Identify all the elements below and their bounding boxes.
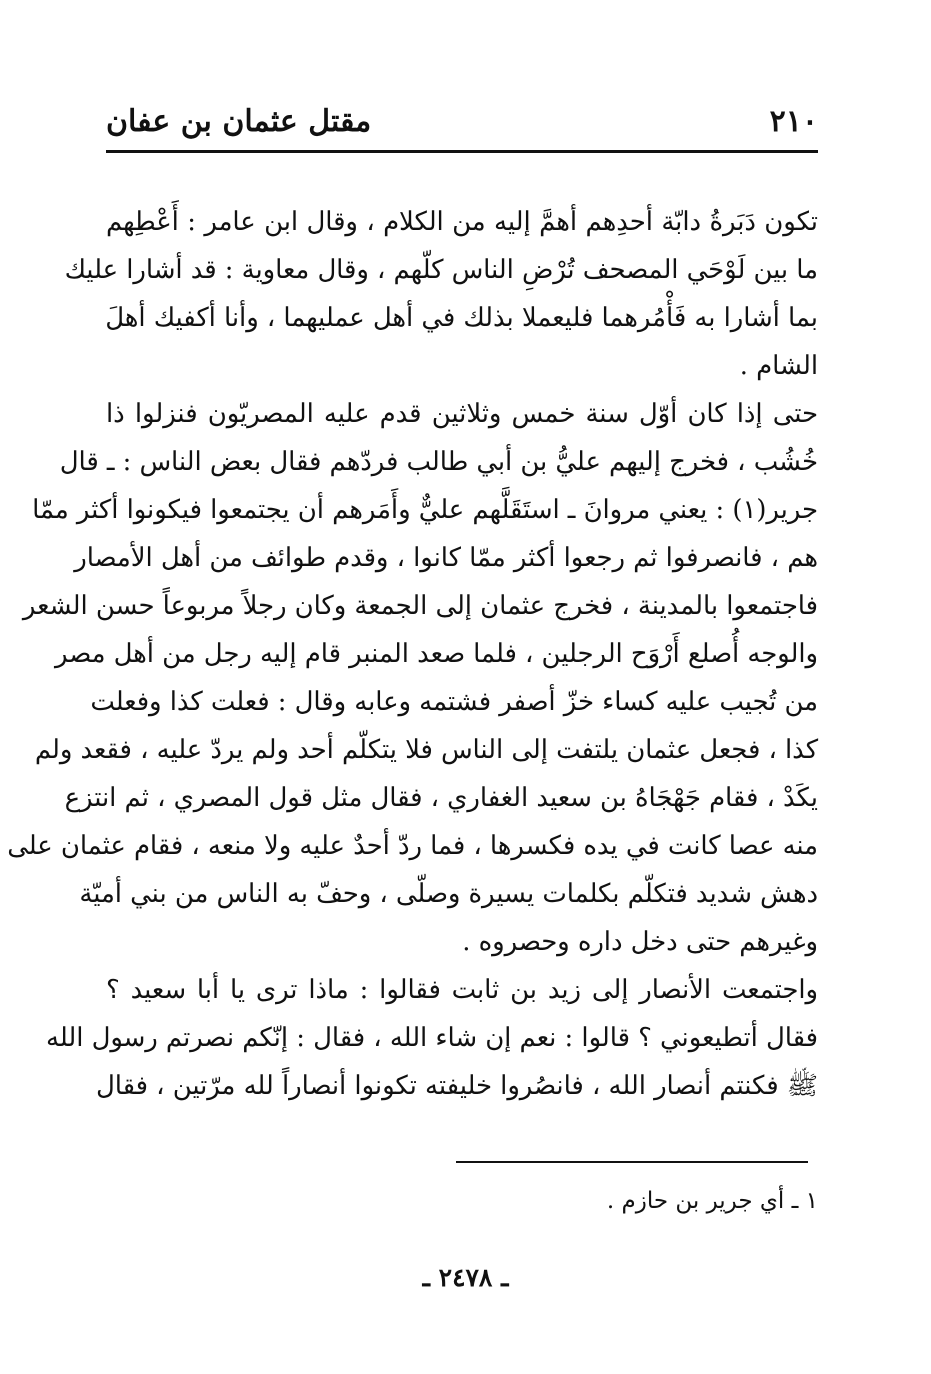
text-line: فاجتمعوا بالمدينة ، فخرج عثمان إلى الجمعة وكان رجلاً مربوعاً حسن الشعر: [22, 591, 818, 621]
text-line: حتى إذا كان أوّل سنة خمس وثلاثين قدم عليه المصريّون فنزلوا ذا: [106, 399, 818, 429]
text-line: ﷺ فكنتم أنصار الله ، فانصُروا خليفته تكونوا أنصاراً لله مرّتين ، فقال: [96, 1071, 818, 1101]
text-line: جرير(١) : يعني مروانَ ـ استَقَلَّهم عليٌّ وأَمَرهم أن يجتمعوا فيكونوا أكثر ممّا: [32, 495, 818, 525]
footnote: ١ ـ أي جرير بن حازم .: [606, 1188, 818, 1214]
text-line: ما بين لَوْحَي المصحف تُرْضِ الناس كلّهم ، وقال معاوية : قد أشارا عليك: [64, 255, 818, 285]
text-line: تكون دَبَرةُ دابّة أحدِهم أهمَّ إليه من الكلام ، وقال ابن عامر : أَعْطِهم: [106, 207, 818, 237]
text-line: وغيرهم حتى دخل داره وحصروه .: [462, 927, 818, 957]
text-line: بما أشارا به فَأْمُرهما فليعملا بذلك في أهل عمليهما ، وأنا أكفيك أهلَ: [105, 303, 818, 333]
text-line: دهش شديد فتكلّم بكلمات يسيرة وصلّى ، وحفّ به الناس من بني أميّة: [79, 879, 818, 909]
text-line: فقال أتطيعوني ؟ قالوا : نعم إن شاء الله ، فقال : إنّكم نصرتم رسول الله: [45, 1023, 818, 1053]
text-line: خُشُب ، فخرج إليهم عليُّ بن أبي طالب فردّهم فقال بعض الناس : ـ قال: [59, 447, 818, 477]
text-line: الشام .: [739, 351, 818, 381]
text-line: يكَدْ ، فقام جَهْجَاهُ بن سعيد الغفاري ، فقال مثل قول المصري ، ثم انتزع: [64, 783, 818, 813]
text-line: واجتمعت الأنصار إلى زيد بن ثابت فقالوا : ماذا ترى يا أبا سعيد ؟: [106, 975, 818, 1005]
text-line: كذا ، فجعل عثمان يلتفت إلى الناس فلا يتكلّم أحد ولم يردّ عليه ، فقعد ولم: [34, 735, 818, 765]
text-line: منه عصا كانت في يده فكسرها ، فما ردّ أحدٌ عليه ولا منعه ، فقام عثمان على: [7, 831, 818, 861]
body-text: [7, 198, 818, 1110]
text-line: هم ، فانصرفوا ثم رجعوا أكثر ممّا كانوا ، وقدم طوائف من أهل الأمصار: [74, 543, 818, 573]
running-title: مقتل عثمان بن عفان: [106, 104, 372, 139]
footnote-divider: [456, 1161, 808, 1163]
folio-number: ـ ٢٤٧٨ ـ: [422, 1263, 509, 1292]
page-number: ٢١٠: [769, 104, 818, 139]
text-line: والوجه أُصلع أَرْوَح الرجلين ، فلما صعد المنبر قام إليه رجل من أهل مصر: [55, 639, 818, 669]
text-line: من تُجيب عليه كساء خزّ أصفر فشتمه وعابه وقال : فعلت كذا وفعلت: [90, 687, 818, 717]
page-header: [106, 100, 818, 153]
